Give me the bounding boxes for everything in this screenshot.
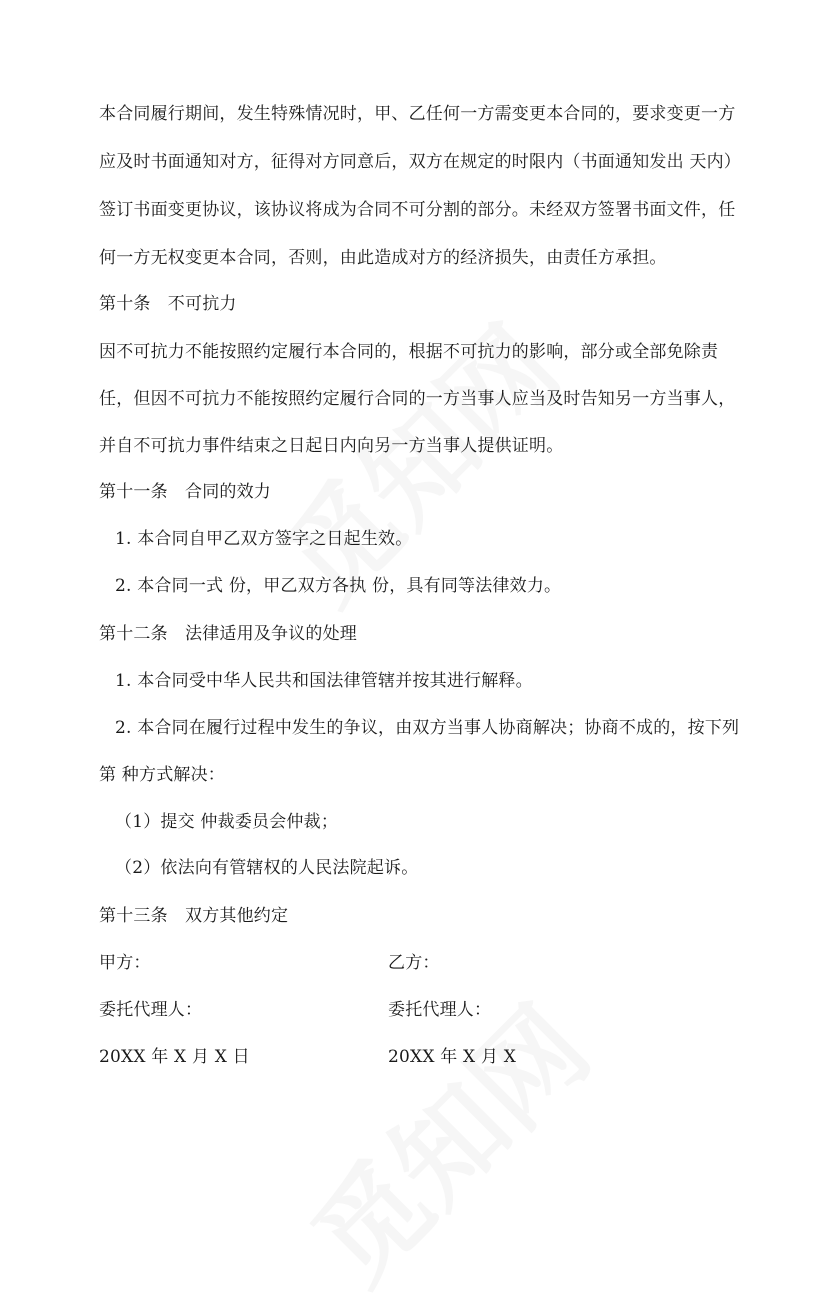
- paragraph-line: 签订书面变更协议，该协议将成为合同不可分割的部分。未经双方签署书面文件，任: [99, 200, 736, 220]
- paragraph-line: 第 种方式解决：: [99, 765, 226, 785]
- article-heading: 第十二条 法律适用及争议的处理: [99, 624, 357, 644]
- option-item: （2）依法向有管辖权的人民法院起诉。: [115, 858, 419, 878]
- list-item: 2. 本合同一式 份，甲乙双方各执 份，具有同等法律效力。: [115, 576, 562, 596]
- party-a-label: 甲方：: [99, 953, 151, 973]
- paragraph-line: 本合同履行期间，发生特殊情况时，甲、乙任何一方需变更本合同的，要求变更一方: [99, 104, 736, 124]
- date-a: 20XX 年 X 月 X 日: [99, 1047, 250, 1067]
- paragraph-line: 任，但因不可抗力不能按照约定履行合同的一方当事人应当及时告知另一方当事人，: [99, 389, 736, 409]
- party-b-label: 乙方：: [388, 953, 440, 973]
- paragraph-line: 因不可抗力不能按照约定履行本合同的，根据不可抗力的影响，部分或全部免除责: [99, 342, 719, 362]
- list-item: 1. 本合同受中华人民共和国法律管辖并按其进行解释。: [115, 671, 533, 691]
- article-heading: 第十一条 合同的效力: [99, 482, 271, 502]
- article-heading: 第十三条 双方其他约定: [99, 906, 289, 926]
- list-item: 1. 本合同自甲乙双方签字之日起生效。: [115, 529, 413, 549]
- date-b: 20XX 年 X 月 X: [388, 1047, 517, 1067]
- paragraph-line: 应及时书面通知对方，征得对方同意后，双方在规定的时限内（书面通知发出 天内）: [99, 152, 742, 172]
- paragraph-line: 并自不可抗力事件结束之日起日内向另一方当事人提供证明。: [99, 436, 564, 456]
- article-heading: 第十条 不可抗力: [99, 294, 237, 314]
- option-item: （1）提交 仲裁委员会仲裁；: [115, 812, 339, 832]
- paragraph-line: 何一方无权变更本合同，否则，由此造成对方的经济损失，由责任方承担。: [99, 248, 667, 268]
- list-item: 2. 本合同在履行过程中发生的争议，由双方当事人协商解决；协商不成的，按下列: [115, 718, 740, 738]
- agent-b-label: 委托代理人：: [388, 1000, 492, 1020]
- agent-a-label: 委托代理人：: [99, 1000, 203, 1020]
